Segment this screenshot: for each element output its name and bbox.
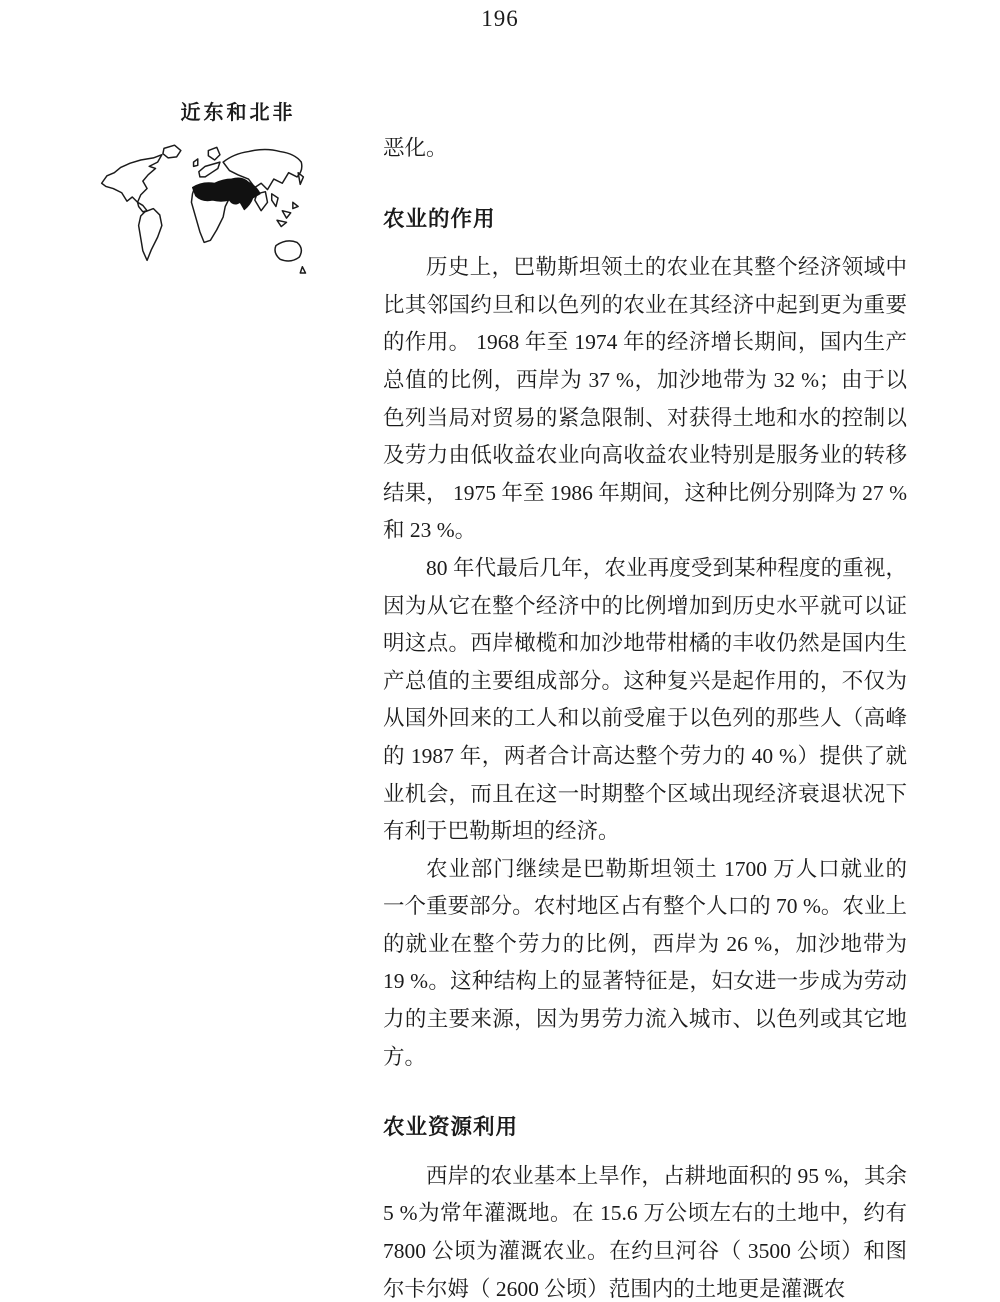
- paragraph-continuation: 恶化。: [383, 136, 448, 160]
- paragraph: 历史上，巴勒斯坦领土的农业在其整个经济领域中比其邻国约旦和以色列的农业在其经济中起到更为重要的作用。 1968 年至 1974 年的经济增长期间，国内生产总值的比例，西岸为 37 %，加沙地带为 32 %；由于以色列当局对贸易的紧急限制、对获得土地和水的控制以及劳力由低收益农业向高收益农业特别是服务业的转移结果， 1975 年至 1986 年期间，这种比例分别降为 27 %和 23 %。: [383, 255, 907, 543]
- south-america-outline: [139, 209, 162, 261]
- section-heading-role-of-agriculture: 农业的作用: [383, 206, 496, 231]
- text-column: [383, 130, 907, 1302]
- north-america-outline: [102, 155, 162, 212]
- greenland-outline: [163, 145, 181, 158]
- europe-outline: [194, 147, 220, 177]
- section-heading-agricultural-resources: 农业资源利用: [383, 1115, 519, 1140]
- australia-outline: [275, 241, 306, 273]
- paragraph: 80 年代最后几年，农业再度受到某种程度的重视，因为从它在整个经济中的比例增加到历史水平就可以证明这点。西岸橄榄和加沙地带柑橘的丰收仍然是国内生产总值的主要组成部分。这种复兴是起作用的，不仅为从国外回来的工人和以前受雇于以色列的那些人（高峰的 1987 年，两者合计高达整个劳力的 40 %）提供了就业机会，而且在这一时期整个区域出现经济衰退状况下有利于巴勒斯坦的经济。: [383, 555, 907, 844]
- paragraph: 农业部门继续是巴勒斯坦领土 1700 万人口就业的一个重要部分。农村地区占有整个人口的 70 %。农业上的就业在整个劳力的比例，西岸为 26 %，加沙地带为 19 %。这种结构上的显著特征是，妇女进一步成为劳动力的主要来源，因为男劳力流入城市、以色列或其它地方。: [383, 856, 907, 1069]
- world-map-icon: [96, 141, 308, 291]
- paragraph: 西岸的农业基本上旱作，占耕地面积的 95 %，其余 5 %为常年灌溉地。在 15.6 万公顷左右的土地中，约有 7800 公顷为灌溉农业。在约旦河谷（ 3500 公顷）和图尔卡尔姆（ 2600 公顷）范围内的土地更是灌溉农: [383, 1163, 907, 1301]
- page-number: 196: [481, 6, 519, 31]
- map-block: [92, 96, 314, 291]
- map-label: 近东和北非: [180, 102, 296, 124]
